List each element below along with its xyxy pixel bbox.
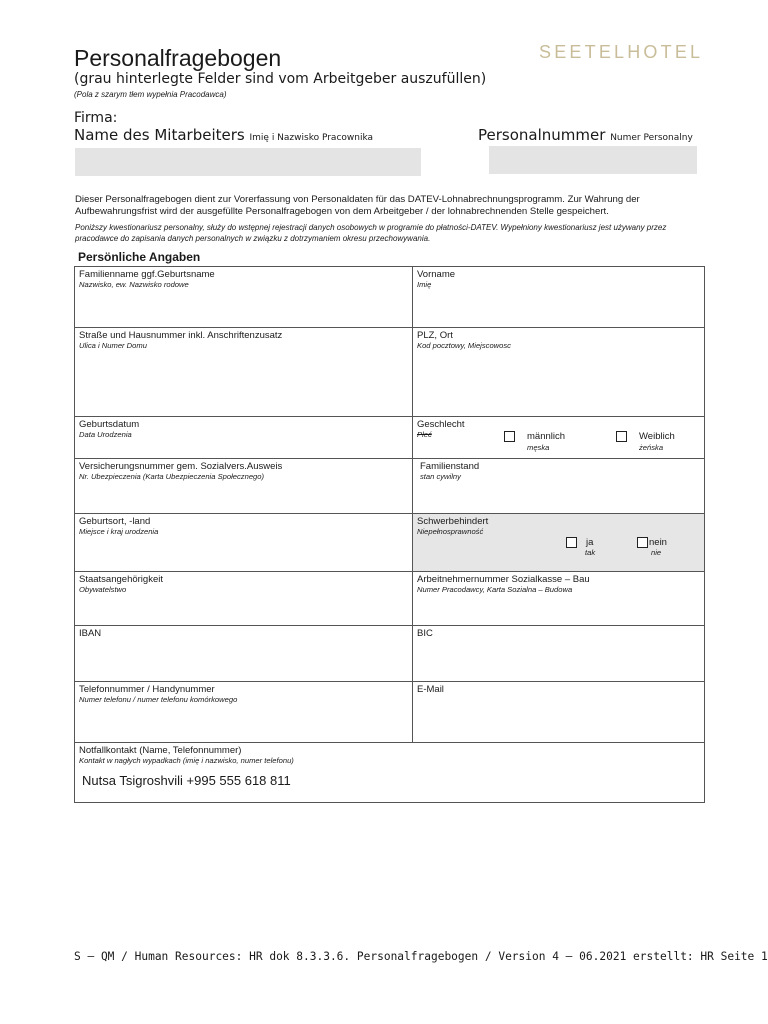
checkbox-ja[interactable] xyxy=(566,537,577,548)
telefon-label: Telefonnummer / Handynummer xyxy=(79,684,215,695)
familienname-label-pl: Nazwisko, ew. Nazwisko rodowe xyxy=(79,280,189,289)
personnel-number-label-de: Personalnummer xyxy=(478,126,606,144)
option-female-label-pl: żeńska xyxy=(639,443,664,452)
vorname-label-pl: Imię xyxy=(417,280,432,289)
checkbox-nein[interactable] xyxy=(637,537,648,548)
telefon-field[interactable] xyxy=(75,682,413,742)
page-footer: S – QM / Human Resources: HR dok 8.3.3.6. Personalfragebogen / Version 4 – 06.2021 erstellt: HR Seite 1 xyxy=(74,950,768,963)
personnel-number-label xyxy=(478,126,693,144)
option-ja-label: ja xyxy=(586,537,594,548)
option-female-label: Weiblich xyxy=(639,431,675,442)
arbeitnehmernummer-field[interactable] xyxy=(413,572,704,625)
checkbox-female[interactable] xyxy=(616,431,627,442)
personal-data-table xyxy=(74,266,705,803)
option-nein-label: nein xyxy=(649,537,667,548)
geburtsdatum-field[interactable] xyxy=(75,417,413,458)
section-title: Persönliche Angaben xyxy=(78,250,201,264)
form-row xyxy=(75,267,704,328)
email-field[interactable] xyxy=(413,682,704,742)
personnel-number-field[interactable] xyxy=(489,146,697,174)
plz-ort-label: PLZ, Ort xyxy=(417,330,453,341)
geburtsort-field[interactable] xyxy=(75,514,413,571)
familienname-label: Familienname ggf.Geburtsname xyxy=(79,269,215,280)
telefon-label-pl: Numer telefonu / numer telefonu komórkowego xyxy=(79,695,238,704)
personnel-number-label-pl: Numer Personalny xyxy=(610,133,693,143)
geschlecht-label: Geschlecht xyxy=(417,419,465,430)
staatsangehoerigkeit-label: Staatsangehörigkeit xyxy=(79,574,163,585)
plz-ort-field[interactable] xyxy=(413,328,704,416)
geschlecht-field xyxy=(413,417,704,458)
strasse-field[interactable] xyxy=(75,328,413,416)
versicherungsnummer-field[interactable] xyxy=(75,459,413,513)
form-row xyxy=(75,514,704,572)
familienstand-field[interactable] xyxy=(413,459,704,513)
intro-text-german: Dieser Personalfragebogen dient zur Vorerfassung von Personaldaten für das DATEV-Lohnabrechnungsprogramm. Zur Wahrung der Aufbewahrungsfrist wird der ausgefüllte Personalfragebogen von dem Arbeitgeber / der lohnabrechnenden Stelle gespeichert. xyxy=(75,194,640,217)
geburtsdatum-label-pl: Data Urodzenia xyxy=(79,430,132,439)
versicherungsnummer-label: Versicherungsnummer gem. Sozialvers.Ausweis xyxy=(79,461,283,472)
staatsangehoerigkeit-label-pl: Obywatelstwo xyxy=(79,585,127,594)
geburtsort-label-pl: Miejsce i kraj urodzenia xyxy=(79,527,159,536)
schwerbehindert-field xyxy=(413,514,704,571)
employee-name-label-de: Name des Mitarbeiters xyxy=(74,126,245,144)
vorname-label: Vorname xyxy=(417,269,456,280)
page-subtitle: (grau hinterlegte Felder sind vom Arbeitgeber auszufüllen) xyxy=(74,71,487,87)
page-title: Personalfragebogen xyxy=(74,45,282,71)
form-row xyxy=(75,459,704,514)
brand-logo: SEETELHOTEL xyxy=(539,42,704,62)
employee-name-field[interactable] xyxy=(75,148,421,176)
bic-label: BIC xyxy=(417,628,433,639)
email-label: E-Mail xyxy=(417,684,444,695)
employee-name-label-pl: Imię i Nazwisko Pracownika xyxy=(249,133,374,143)
versicherungsnummer-label-pl: Nr. Ubezpieczenia (Karta Ubezpieczenia Społecznego) xyxy=(79,472,265,481)
strasse-label: Straße und Hausnummer inkl. Anschriftenzusatz xyxy=(79,330,283,341)
notfallkontakt-value: Nutsa Tsigroshvili +995 555 618 811 xyxy=(82,773,291,788)
form-row xyxy=(75,743,704,802)
arbeitnehmernummer-label-pl: Numer Pracodawcy, Karta Sozialna – Budowa xyxy=(417,585,573,594)
form-row xyxy=(75,682,704,743)
strasse-label-pl: Ulica i Numer Domu xyxy=(79,341,147,350)
geschlecht-label-pl: Płeć xyxy=(417,430,432,439)
option-male-label: männlich xyxy=(527,431,566,442)
checkbox-male[interactable] xyxy=(504,431,515,442)
employee-name-label xyxy=(74,126,373,144)
form-row xyxy=(75,328,704,417)
arbeitnehmernummer-label: Arbeitnehmernummer Sozialkasse – Bau xyxy=(417,574,590,585)
option-male-label-pl: męska xyxy=(527,443,550,452)
familienstand-label-pl: stan cywilny xyxy=(420,472,461,481)
notfallkontakt-label: Notfallkontakt (Name, Telefonnummer) xyxy=(79,745,242,756)
form-row xyxy=(75,626,704,682)
familienname-field[interactable] xyxy=(75,267,413,327)
option-ja-label-pl: tak xyxy=(585,548,596,557)
geburtsdatum-label: Geburtsdatum xyxy=(79,419,140,430)
form-row xyxy=(75,572,704,626)
bic-field[interactable] xyxy=(413,626,704,681)
iban-label: IBAN xyxy=(79,628,102,639)
iban-field[interactable] xyxy=(75,626,413,681)
firma-label: Firma: xyxy=(74,110,118,126)
staatsangehoerigkeit-field[interactable] xyxy=(75,572,413,625)
option-nein-label-pl: nie xyxy=(651,548,662,557)
form-row xyxy=(75,417,704,459)
notfallkontakt-label-pl: Kontakt w nagłych wypadkach (imię i nazwisko, numer telefonu) xyxy=(79,756,294,765)
vorname-field[interactable] xyxy=(413,267,704,327)
schwerbehindert-label-pl: Niepełnosprawność xyxy=(417,527,484,536)
intro-text-polish: Poniższy kwestionariusz personalny, służy do wstępnej rejestracji danych osobowych w programie do płatności-DATEV. Wypełniony kwestionariusz jest używany przez pracodawce do zapisania danych personalnych w związku z dotrzymaniem okresu przechowywania. xyxy=(75,223,667,243)
familienstand-label: Familienstand xyxy=(420,461,480,472)
schwerbehindert-label: Schwerbehindert xyxy=(417,516,489,527)
page-subtitle-polish: (Pola z szarym tłem wypełnia Pracodawca) xyxy=(74,90,227,99)
plz-ort-label-pl: Kod pocztowy, Miejscowosc xyxy=(417,341,511,350)
notfallkontakt-field[interactable] xyxy=(75,743,704,802)
geburtsort-label: Geburtsort, -land xyxy=(79,516,151,527)
